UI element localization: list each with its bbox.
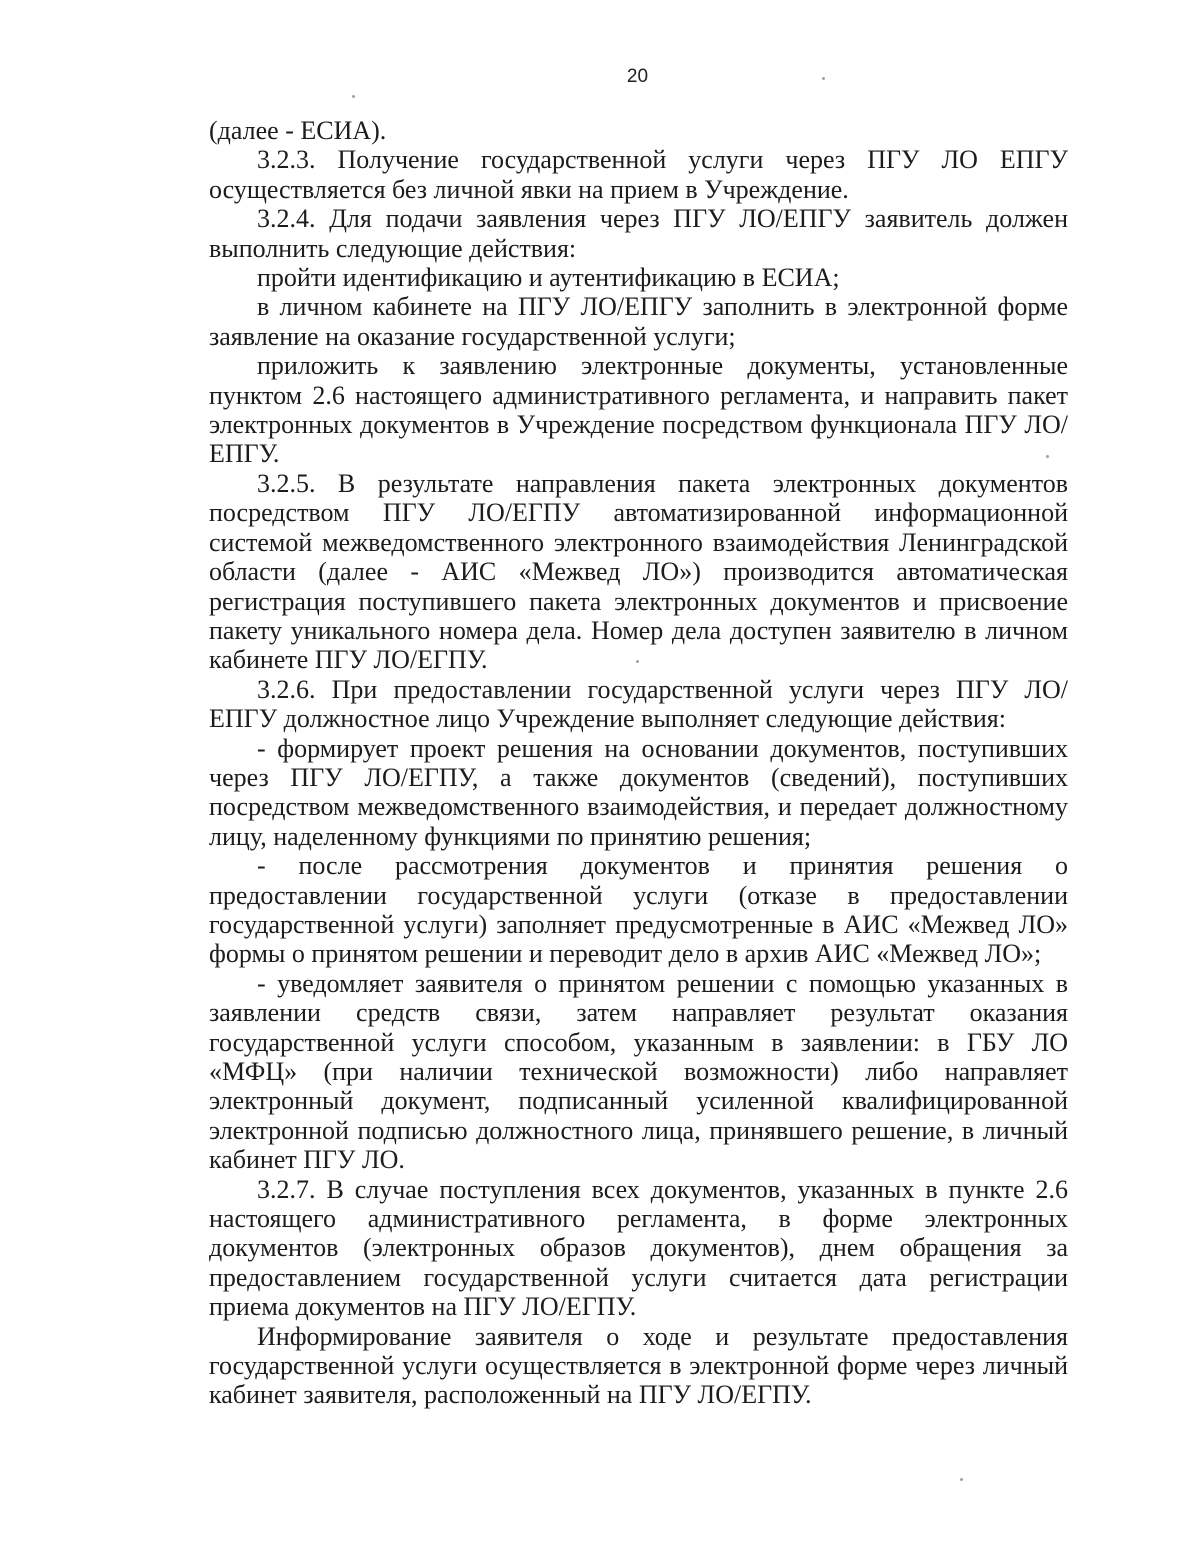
paragraph-action-record-decision: - после рассмотрения документов и принятия решения о предоставлении государственной услуги (отказе в предоставлении государственной услуги) заполняет предусмотренные в АИС «Межвед ЛО» формы о принятом решении и переводит дело в архив АИС «Межвед ЛО»; (209, 851, 1068, 969)
paragraph-3-2-6: 3.2.6. При предоставлении государственной услуги через ПГУ ЛО/ЕПГУ должностное лицо Учреждение выполняет следующие действия: (209, 674, 1068, 734)
scan-speck (822, 77, 825, 80)
paragraph-3-2-3: 3.2.3. Получение государственной услуги через ПГУ ЛО ЕПГУ осуществляется без личной явки на прием в Учреждение. (209, 145, 1068, 204)
paragraph-3-2-7: 3.2.7. В случае поступления всех документов, указанных в пункте 2.6 настоящего административного регламента, в форме электронных документов (электронных образов документов), днем обращения за предоставлением государственной услуги считается дата регистрации приема документов на ПГУ ЛО/ЕГПУ. (209, 1174, 1068, 1322)
paragraph-esia-continuation: (далее - ЕСИА). (209, 116, 387, 145)
paragraph-3-2-5: 3.2.5. В результате направления пакета электронных документов посредством ПГУ ЛО/ЕГПУ автоматизированной информационной системой межведомственного электронного взаимодействия Ленинградской области (далее - АИС «Межвед ЛО») производится автоматическая регистрация поступившего пакета электронных документов и присвоение пакету уникального номера дела. Номер дела доступен заявителю в личном кабинете ПГУ ЛО/ЕГПУ. (209, 468, 1068, 675)
paragraph-action-draft-decision: - формирует проект решения на основании документов, поступивших через ПГУ ЛО/ЕГПУ, а также документов (сведений), поступивших посредством межведомственного взаимодействия, и передает должностному лицу, наделенному функциями по принятию решения; (209, 733, 1068, 851)
scan-speck (1046, 455, 1049, 458)
page-number: 20 (626, 66, 649, 87)
paragraph-step-identification: пройти идентификацию и аутентификацию в ЕСИА; (257, 263, 840, 293)
paragraph-informing-applicant: Информирование заявителя о ходе и результате предоставления государственной услуги осуществляется в электронной форме через личный кабинет заявителя, расположенный на ПГУ ЛО/ЕГПУ. (209, 1321, 1068, 1410)
paragraph-action-notify-applicant: - уведомляет заявителя о принятом решении с помощью указанных в заявлении средств связи, затем направляет результат оказания государственной услуги способом, указанным в заявлении: в ГБУ ЛО «МФЦ» (при наличии технической возможности) либо направляет электронный документ, подписанный усиленной квалифицированной электронной подписью должностного лица, принявшего решение, в личный кабинет ПГУ ЛО. (209, 968, 1068, 1175)
paragraph-step-attach-documents: приложить к заявлению электронные документы, установленные пунктом 2.6 настоящего административного регламента, и направить пакет электронных документов в Учреждение посредством функционала ПГУ ЛО/ЕПГУ. (209, 351, 1068, 469)
document-body (209, 116, 1068, 1410)
scan-speck (636, 660, 639, 663)
scan-speck (352, 95, 355, 98)
scan-speck (960, 1478, 963, 1481)
paragraph-3-2-4: 3.2.4. Для подачи заявления через ПГУ ЛО/ЕПГУ заявитель должен выполнить следующие действия: (209, 204, 1068, 263)
paragraph-step-fill-form: в личном кабинете на ПГУ ЛО/ЕПГУ заполнить в электронной форме заявление на оказание государственной услуги; (209, 292, 1068, 351)
